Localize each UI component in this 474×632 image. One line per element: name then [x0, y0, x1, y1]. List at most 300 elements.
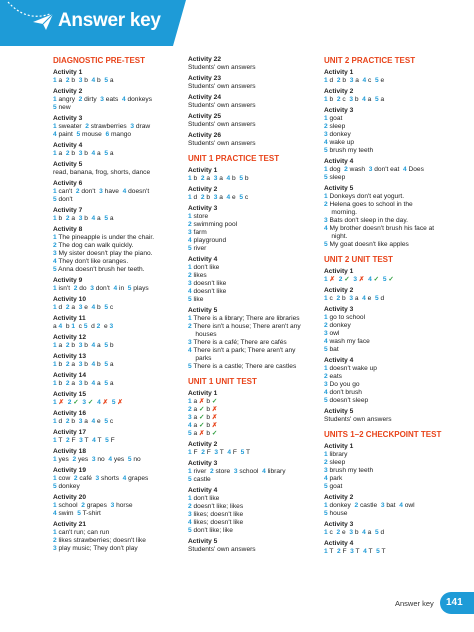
answer-text: d — [56, 304, 66, 311]
answer-text: a — [108, 215, 114, 222]
item-number: 2 — [324, 123, 328, 130]
answer-text: b — [204, 422, 212, 429]
item-number: 1 — [188, 398, 192, 405]
answer-line — [324, 123, 459, 131]
answer-text: My sister doesn't play the piano. — [56, 250, 153, 257]
answer-text: sleep — [327, 123, 346, 130]
item-number: 5 — [188, 363, 192, 370]
item-number: 1 — [71, 323, 76, 330]
item-number: 2 — [354, 502, 359, 509]
answer-line — [188, 237, 320, 245]
item-number: 3 — [324, 131, 328, 138]
answer-text: c — [366, 77, 375, 84]
item-number: 2 — [65, 215, 70, 222]
answer-line — [53, 529, 185, 537]
activity-title: Activity 14 — [53, 372, 86, 379]
cross-mark: ✗ — [199, 430, 205, 437]
item-number: 3 — [213, 194, 218, 201]
answer-text: d — [378, 529, 385, 536]
item-number: 5 — [375, 96, 379, 103]
item-number: 1 — [53, 529, 57, 536]
item-number: 4 — [362, 295, 366, 302]
answer-line — [324, 322, 459, 330]
answer-text: b — [82, 215, 92, 222]
answer-line — [53, 123, 185, 131]
answer-text: grapes — [126, 475, 149, 482]
activity-block — [188, 487, 320, 535]
answer-text: like — [191, 296, 204, 303]
answer-text: The dog can walk quickly. — [56, 242, 134, 249]
activity-block — [324, 357, 459, 405]
item-number: 2 — [65, 77, 70, 84]
answer-line — [188, 323, 320, 331]
answer-line — [53, 250, 185, 258]
item-number: 4 — [226, 194, 231, 201]
item-number: 4 — [113, 285, 118, 292]
activity-block — [324, 521, 459, 537]
item-number: 5 — [324, 397, 328, 404]
answer-line — [324, 510, 459, 518]
item-number: 4 — [91, 361, 96, 368]
activity-block — [53, 467, 185, 491]
answer-line — [188, 194, 320, 202]
answer-text: yes — [56, 456, 73, 463]
answer-text: a — [95, 215, 105, 222]
item-number: 3 — [110, 502, 115, 509]
answer-text: no — [95, 456, 109, 463]
cross-mark: ✗ — [327, 276, 339, 283]
activity-block — [188, 460, 320, 484]
item-number: 2 — [65, 304, 70, 311]
section-heading: UNIT 2 UNIT TEST — [324, 255, 393, 264]
answer-text: morning. — [324, 209, 357, 216]
answer-line — [188, 406, 320, 414]
answer-text: a — [56, 150, 66, 157]
activity-title: Activity 3 — [188, 460, 218, 467]
answer-text: doesn't — [126, 188, 150, 195]
answer-text: playground — [191, 237, 227, 244]
activity-block — [188, 94, 320, 110]
cross-mark: ✗ — [211, 406, 218, 413]
activity-block — [188, 132, 320, 148]
answer-line — [188, 468, 320, 476]
item-number: 3 — [353, 276, 358, 283]
answer-text: don't like — [191, 264, 220, 271]
item-number: 4 — [362, 529, 366, 536]
activity-title: Activity 1 — [324, 443, 354, 450]
item-number: 3 — [91, 456, 96, 463]
answer-text: Students' own answers — [188, 546, 256, 553]
answer-text: a — [365, 529, 375, 536]
answer-line — [324, 365, 459, 373]
item-number: 5 — [83, 323, 88, 330]
item-number: 3 — [349, 77, 354, 84]
answer-text: night. — [324, 233, 348, 240]
activity-block — [53, 161, 185, 177]
answer-line — [324, 115, 459, 123]
answer-column-1 — [53, 56, 185, 556]
activity-title: Activity 16 — [53, 410, 86, 417]
item-number: 4 — [122, 188, 127, 195]
item-number: 4 — [324, 475, 328, 482]
answer-text: a — [217, 175, 227, 182]
item-number: 1 — [53, 399, 57, 406]
answer-line — [324, 166, 459, 174]
answer-line — [53, 258, 185, 266]
answer-text: brush my teeth — [327, 467, 374, 474]
item-number: 5 — [53, 104, 57, 111]
answer-line — [188, 355, 320, 363]
answer-line — [53, 483, 185, 491]
cross-mark: ✗ — [115, 399, 123, 406]
item-number: 3 — [233, 468, 238, 475]
tick-mark: ✓ — [386, 276, 394, 283]
answer-line — [53, 242, 185, 250]
answer-text: c — [327, 529, 337, 536]
answer-line — [324, 467, 459, 475]
activity-title: Activity 19 — [53, 467, 86, 474]
answer-text: b — [82, 150, 92, 157]
item-number: 5 — [104, 342, 109, 349]
answer-text: e — [82, 304, 92, 311]
activity-block — [53, 180, 185, 204]
item-number: 2 — [75, 188, 80, 195]
activity-title: Activity 24 — [188, 94, 221, 101]
item-number: 2 — [201, 449, 205, 456]
item-number: 4 — [91, 304, 96, 311]
activity-block — [53, 410, 185, 426]
item-number: 2 — [53, 537, 57, 544]
answer-line — [53, 96, 185, 104]
answer-text: don't eat — [372, 166, 403, 173]
answer-text: a — [108, 150, 114, 157]
answer-text: strawberries — [88, 123, 131, 130]
answer-line — [324, 193, 459, 201]
answer-text: a — [108, 361, 114, 368]
item-number: 5 — [375, 77, 379, 84]
answer-line — [324, 475, 459, 483]
item-number: 5 — [239, 175, 244, 182]
item-number: 2 — [188, 221, 192, 228]
item-number: 2 — [344, 166, 348, 173]
item-number: 1 — [53, 77, 57, 84]
answer-text: a — [108, 77, 114, 84]
item-number: 5 — [53, 483, 57, 490]
tick-mark: ✓ — [199, 406, 205, 413]
answer-text: sleep — [327, 174, 346, 181]
answer-line — [53, 215, 185, 223]
answer-line — [324, 209, 459, 217]
activity-title: Activity 4 — [324, 158, 354, 165]
activity-block — [53, 315, 185, 331]
answer-line — [324, 483, 459, 491]
activity-title: Activity 4 — [53, 142, 83, 149]
answer-text: My brother doesn't brush his face at — [327, 225, 435, 232]
item-number: 3 — [188, 280, 192, 287]
item-number: 3 — [349, 529, 353, 536]
item-number: 1 — [53, 342, 57, 349]
answer-line — [53, 380, 185, 388]
answer-text: b — [340, 77, 350, 84]
item-number: 1 — [53, 285, 57, 292]
answer-text: doesn't wake up — [327, 365, 377, 372]
answer-column-2 — [188, 56, 320, 557]
activity-title: Activity 15 — [53, 391, 86, 398]
item-number: 1 — [53, 234, 57, 241]
answer-text: e — [95, 418, 105, 425]
answer-text: don't — [93, 285, 114, 292]
answer-text: parks — [188, 355, 212, 362]
answer-text: river — [191, 468, 210, 475]
activity-title: Activity 5 — [188, 538, 218, 545]
answer-text: d — [327, 77, 337, 84]
activity-title: Activity 1 — [188, 167, 218, 174]
answer-line — [188, 140, 320, 148]
answer-line — [188, 272, 320, 280]
footer-label: Answer key — [395, 599, 434, 608]
item-number: 3 — [188, 511, 192, 518]
answer-text: a — [191, 414, 200, 421]
answer-text: can't run; can run — [56, 529, 110, 536]
answer-text: b — [108, 342, 114, 349]
answer-line — [53, 537, 185, 545]
item-number: 2 — [65, 342, 70, 349]
item-number: 1 — [188, 213, 192, 220]
cross-mark: ✗ — [211, 414, 218, 421]
answer-text: Students' own answers — [188, 64, 256, 71]
answer-text: plays — [131, 285, 149, 292]
item-number: 5 — [104, 361, 109, 368]
answer-text: horse — [114, 502, 133, 509]
answer-text: no — [131, 456, 141, 463]
item-number: 5 — [105, 437, 109, 444]
item-number: 3 — [349, 295, 353, 302]
answer-text: have — [102, 188, 123, 195]
answer-line — [188, 102, 320, 110]
item-number: 1 — [53, 304, 57, 311]
item-number: 2 — [336, 96, 341, 103]
item-number: 1 — [324, 96, 328, 103]
answer-line — [324, 241, 459, 249]
activity-block — [188, 113, 320, 129]
answer-text: The pineapple is under the chair. — [56, 234, 155, 241]
section-heading: UNIT 1 PRACTICE TEST — [188, 154, 280, 163]
item-number: 2 — [85, 123, 89, 130]
activity-block — [324, 540, 459, 556]
activity-title: Activity 2 — [324, 88, 354, 95]
page-title: Answer key — [58, 10, 161, 31]
item-number: 1 — [324, 115, 328, 122]
item-number: 3 — [78, 304, 83, 311]
answer-line — [188, 245, 320, 253]
answer-text: draw — [134, 123, 151, 130]
activity-title: Activity 3 — [188, 205, 218, 212]
activity-title: Activity 2 — [324, 287, 354, 294]
answer-text: a — [95, 150, 105, 157]
item-number: 5 — [324, 483, 328, 490]
answer-line — [188, 511, 320, 519]
item-number: 3 — [380, 502, 385, 509]
answer-text: d — [87, 323, 97, 330]
answer-line — [324, 96, 459, 104]
answer-text: donkey — [327, 502, 355, 509]
activity-block — [188, 538, 320, 554]
answer-line — [188, 315, 320, 323]
answer-text: house — [327, 510, 348, 517]
answer-line — [53, 304, 185, 312]
item-number: 2 — [188, 272, 192, 279]
answer-text: a — [378, 96, 385, 103]
item-number: 4 — [362, 96, 366, 103]
item-number: 5 — [53, 196, 57, 203]
answer-line — [53, 510, 185, 518]
answer-text: c — [243, 194, 249, 201]
activity-block — [324, 408, 459, 424]
answer-text: b — [352, 96, 363, 103]
answer-text: a — [69, 304, 79, 311]
answer-text: T — [244, 449, 250, 456]
answer-text: b — [69, 418, 79, 425]
answer-text: b — [327, 96, 337, 103]
activity-title: Activity 4 — [188, 256, 218, 263]
answer-line — [188, 503, 320, 511]
item-number: 2 — [72, 456, 77, 463]
answer-text: T-shirt — [80, 510, 101, 517]
answer-text: yes — [76, 456, 92, 463]
item-number: 2 — [336, 77, 341, 84]
item-number: 2 — [336, 529, 341, 536]
item-number: 2 — [65, 361, 70, 368]
answer-text: b — [69, 150, 79, 157]
item-number: 2 — [65, 380, 70, 387]
tick-mark: ✓ — [71, 399, 83, 406]
page-number: 141 — [440, 592, 474, 614]
activity-block — [188, 186, 320, 202]
cross-mark: ✗ — [199, 398, 205, 405]
answer-text: a — [191, 430, 200, 437]
activity-block — [324, 88, 459, 104]
activity-title: Activity 1 — [324, 69, 354, 76]
item-number: 2 — [53, 242, 57, 249]
answer-line — [188, 347, 320, 355]
answer-text: cow — [56, 475, 74, 482]
item-number: 4 — [188, 422, 192, 429]
activity-title: Activity 4 — [188, 487, 218, 494]
answer-text: doesn't like — [191, 280, 227, 287]
answer-text: b — [95, 77, 105, 84]
answer-text: d — [191, 194, 201, 201]
answer-text: b — [204, 398, 212, 405]
answer-text: a — [53, 323, 59, 330]
answer-text: a — [95, 380, 105, 387]
answer-text: b — [82, 380, 92, 387]
answer-text: They don't like oranges. — [56, 258, 129, 265]
activity-block — [53, 142, 185, 158]
item-number: 2 — [188, 323, 192, 330]
answer-text: c — [340, 96, 350, 103]
activity-title: Activity 20 — [53, 494, 86, 501]
answer-line — [324, 276, 459, 284]
item-number: 4 — [324, 338, 328, 345]
activity-title: Activity 4 — [324, 357, 354, 364]
item-number: 2 — [324, 373, 328, 380]
activity-title: Activity 5 — [188, 307, 218, 314]
activity-block — [188, 205, 320, 253]
answer-text: mouse — [80, 131, 106, 138]
activity-title: Activity 6 — [53, 180, 83, 187]
activity-title: Activity 17 — [53, 429, 86, 436]
answer-line — [188, 64, 320, 72]
answer-line — [53, 399, 185, 407]
answer-line — [53, 502, 185, 510]
item-number: 4 — [227, 449, 232, 456]
item-number: 4 — [91, 150, 96, 157]
answer-text: b — [191, 175, 201, 182]
item-number: 3 — [350, 548, 354, 555]
activity-title: Activity 3 — [53, 115, 83, 122]
answer-text: b — [243, 175, 249, 182]
item-number: 4 — [324, 225, 328, 232]
item-number: 3 — [213, 175, 218, 182]
item-number: 5 — [104, 380, 109, 387]
item-number: 4 — [363, 548, 367, 555]
answer-line — [53, 234, 185, 242]
answer-text: There isn't a park; There aren't any — [191, 347, 296, 354]
item-number: 2 — [96, 323, 101, 330]
item-number: 3 — [188, 339, 192, 346]
answer-line — [188, 229, 320, 237]
answer-text: T — [82, 437, 93, 444]
tick-mark: ✓ — [86, 399, 98, 406]
answer-line — [188, 288, 320, 296]
answer-text: d — [378, 295, 385, 302]
item-number: 3 — [324, 467, 328, 474]
activity-title: Activity 2 — [53, 88, 83, 95]
item-number: 5 — [104, 418, 109, 425]
answer-text: store — [213, 468, 234, 475]
answer-text: eats — [327, 373, 342, 380]
answer-line — [324, 295, 459, 303]
answer-text: don't like — [191, 495, 220, 502]
answer-text: e — [230, 194, 240, 201]
item-number: 1 — [188, 468, 192, 475]
activity-block — [53, 207, 185, 223]
item-number: 5 — [104, 215, 109, 222]
cross-mark: ✗ — [56, 399, 68, 406]
activity-title: Activity 10 — [53, 296, 86, 303]
item-number: 5 — [376, 548, 380, 555]
item-number: 4 — [399, 502, 403, 509]
item-number: 3 — [78, 215, 83, 222]
item-number: 1 — [324, 77, 328, 84]
item-number: 1 — [53, 380, 57, 387]
answer-text: Students' own answers — [188, 121, 256, 128]
answer-line — [324, 451, 459, 459]
answer-text: There is a castle; There are castles — [191, 363, 297, 370]
item-number: 2 — [73, 475, 78, 482]
answer-line — [53, 437, 185, 445]
activity-block — [53, 372, 185, 388]
answer-text: Helena goes to school in the — [327, 201, 413, 208]
answer-text: dirty — [82, 96, 101, 103]
answer-text: b — [95, 304, 105, 311]
item-number: 4 — [188, 288, 192, 295]
answer-line — [188, 339, 320, 347]
answer-line — [324, 381, 459, 389]
activity-title: Activity 5 — [324, 185, 354, 192]
item-number: 1 — [188, 175, 192, 182]
item-number: 4 — [188, 519, 192, 526]
